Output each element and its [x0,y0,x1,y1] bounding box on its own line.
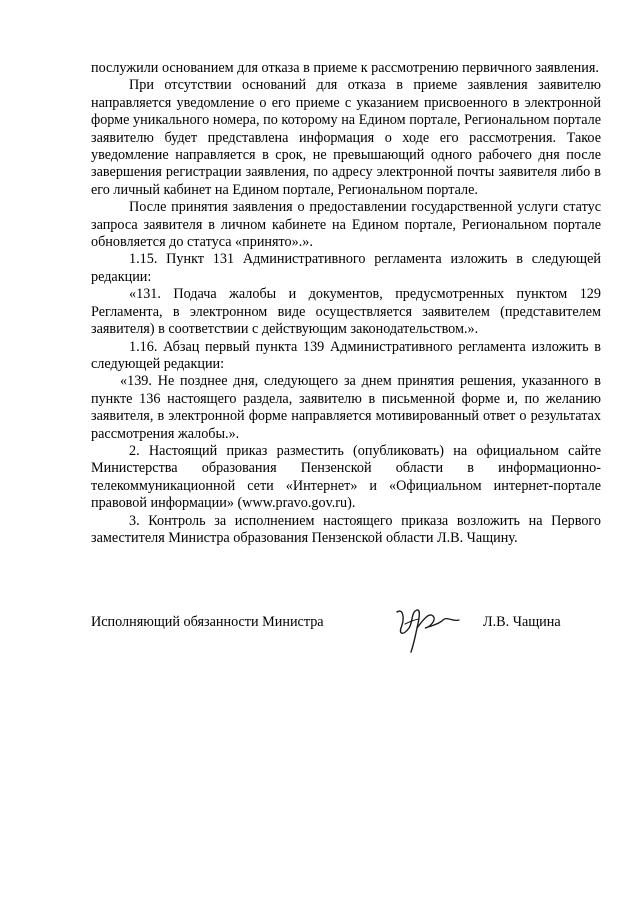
paragraph-5: «131. Подача жалобы и документов, предусмотренных пунктом 129 Регламента, в электронном виде осуществляется заявителем (представителем заявителя) в соответствии с действующим законодательством.». [91,286,601,338]
paragraph-7: «139. Не позднее дня, следующего за днем принятия решения, указанного в пункте 136 настоящего раздела, заявителю в письменной форме и, по желанию заявителя, в электронной форме направляется мотивированный ответ о результатах рассмотрения жалобы.». [91,373,601,442]
signature-block [91,598,601,658]
paragraph-9: 3. Контроль за исполнением настоящего приказа возложить на Первого заместителя Министра образования Пензенской области Л.В. Чащину. [91,512,601,546]
document-body [91,60,601,547]
paragraph-1: послужили основанием для отказа в приеме к рассмотрению первичного заявления. [91,60,599,76]
paragraph-2: При отсутствии оснований для отказа в приеме заявления заявителю направляется уведомление о его приеме с указанием присвоенного в электронной форме уникального номера, по которому на Едином портале, Региональном портале заявителю будет представлена информация о ходе его рассмотрения. Такое уведомление направляется в срок, не превышающий одного рабочего дня после завершения регистрации заявления, по адресу электронной почты заявителя либо в его личный кабинет на Едином портале, Региональном портале. [91,77,601,198]
signatory-name: Л.В. Чащина [483,614,561,630]
paragraph-8: 2. Настоящий приказ разместить (опубликовать) на официальном сайте Министерства образования Пензенской области в информационно-телекоммуникационной сети «Интернет» и «Официальном интернет-портале правовой информации» (www.pravo.gov.ru). [91,442,601,512]
signatory-title: Исполняющий обязанности Министра [91,614,324,630]
handwritten-signature-icon [383,598,465,656]
paragraph-4: 1.15. Пункт 131 Административного регламента изложить в следующей редакции: [91,251,601,285]
paragraph-3: После принятия заявления о предоставлении государственной услуги статус запроса заявителя в личном кабинете на Едином портале, Региональном портале обновляется до статуса «принято».». [91,199,601,251]
paragraph-6: 1.16. Абзац первый пункта 139 Административного регламента изложить в следующей редакции: [91,338,601,372]
